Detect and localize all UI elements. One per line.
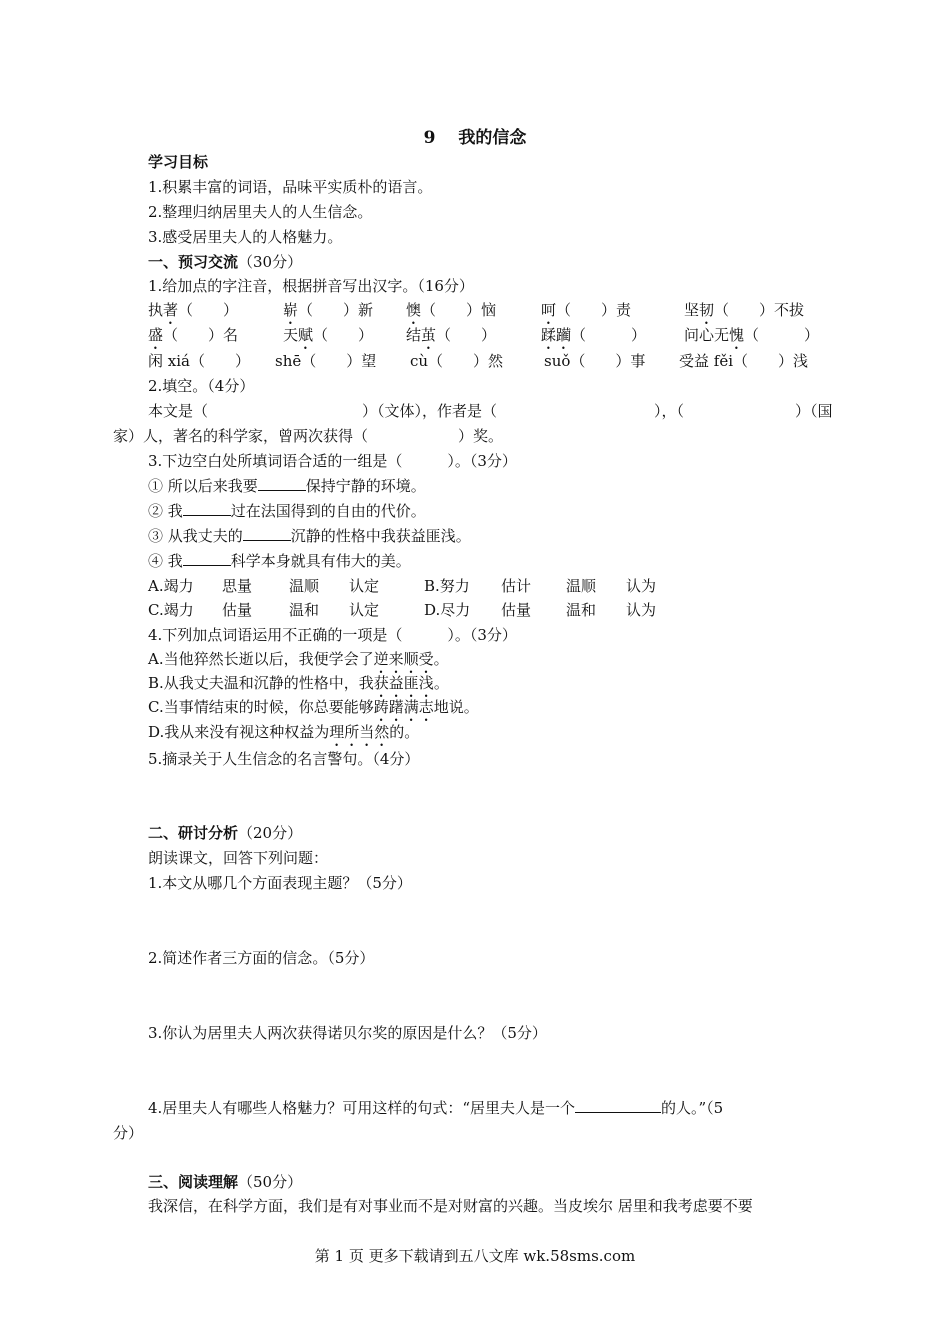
s3-paragraph: 我深信，在科学方面，我们是有对事业而不是对财富的兴趣。当皮埃尔 居里和我考虑要不要: [148, 1197, 753, 1215]
pinyin-item: 闲 xiá（ ）: [148, 352, 250, 370]
fill-blank: ），（: [654, 402, 685, 420]
objective-1: 1.积累丰富的词语，品味平实质朴的语言。: [148, 178, 433, 196]
pinyin-item: 懊（ ）恼: [406, 301, 497, 319]
option-word: 认定: [349, 601, 380, 619]
pinyin-item: suǒ（ ）事: [544, 352, 646, 370]
option-word: D.尽力: [424, 601, 471, 619]
pinyin-item: 天赋（ ）: [283, 326, 374, 344]
option-word: 温顺: [566, 577, 597, 595]
sentence: ② 我 过在法国得到的自由的代价。: [148, 502, 426, 520]
fill-blank: 本文是（: [148, 402, 209, 420]
option-line: B.从我丈夫温和沉静的性格中，我获益匪浅。: [148, 674, 449, 692]
objectives-heading: 学习目标: [148, 153, 209, 171]
page-footer: 第 1 页 更多下载请到五八文库 wk.58sms.com: [314, 1247, 636, 1265]
section-1-heading: 一、预习交流（30分）: [148, 253, 303, 271]
s1-q4-text: 4.下列加点词语运用不正确的一项是（ ）。（3分）: [148, 626, 517, 644]
objective-3: 3.感受居里夫人的人格魅力。: [148, 228, 343, 246]
objective-2: 2.整理归纳居里夫人的人生信念。: [148, 203, 373, 221]
option-word: 温顺: [289, 577, 320, 595]
s1-q3-text: 3.下边空白处所填词语合适的一组是（ ）。（3分）: [148, 452, 517, 470]
sentence: ④ 我 科学本身就具有伟大的美。: [148, 552, 411, 570]
option-word: 估计: [501, 577, 532, 595]
pinyin-item: 崭（ ）新: [283, 301, 374, 319]
sentence: ③ 从我丈夫的 沉静的性格中我获益匪浅。: [148, 527, 471, 545]
option-line: D.我从来没有视这种权益为理所当然的。: [148, 723, 420, 741]
pinyin-item: 盛（ ）名: [148, 326, 239, 344]
s1-q5-text: 5.摘录关于人生信念的名言警句。（4分）: [148, 750, 420, 768]
s2-q4-cont: 分）: [113, 1124, 144, 1142]
option-word: 思量: [222, 577, 253, 595]
fill-blank: ）（国: [795, 402, 833, 420]
fill-blank: ）（文体），作者是（: [362, 402, 498, 420]
section-3-heading: 三、阅读理解（50分）: [148, 1173, 303, 1191]
s2-q1: 1.本文从哪几个方面表现主题？（5分）: [148, 874, 412, 892]
option-line: A.当他猝然长逝以后，我便学会了逆来顺受。: [148, 650, 449, 668]
option-word: 估量: [222, 601, 253, 619]
option-line: C.当事情结束的时候，你总要能够踌躇满志地说。: [148, 698, 479, 716]
pinyin-item: 受益 fěi（ ）浅: [679, 352, 808, 370]
s1-q2-text: 2.填空。（4分）: [148, 377, 255, 395]
pinyin-item: 坚韧（ ）不拔: [684, 301, 805, 319]
fill-blank: 家）人，著名的科学家，曾两次获得（ ）奖。: [113, 427, 504, 445]
sentence: ① 所以后来我要 保持宁静的环境。: [148, 477, 426, 495]
option-word: 认定: [349, 577, 380, 595]
pinyin-item: 呵（ ）责: [541, 301, 632, 319]
s2-q4: 4.居里夫人有哪些人格魅力？可用这样的句式：“居里夫人是一个 的人。”（5: [148, 1099, 724, 1117]
option-word: 温和: [289, 601, 320, 619]
pinyin-item: cù（ ）然: [410, 352, 504, 370]
option-word: B.努力: [424, 577, 470, 595]
option-word: 温和: [566, 601, 597, 619]
pinyin-item: 蹂躏（ ）: [541, 326, 647, 344]
option-word: A.竭力: [148, 577, 194, 595]
s2-intro: 朗读课文，回答下列问题：: [148, 849, 329, 867]
s1-q1-text: 1.给加点的字注音，根据拼音写出汉字。（16分）: [148, 277, 474, 295]
s2-q2: 2.简述作者三方面的信念。（5分）: [148, 949, 375, 967]
pinyin-item: 结茧（ ）: [406, 326, 497, 344]
option-word: 认为: [626, 601, 657, 619]
option-word: 估量: [501, 601, 532, 619]
page-title: 9 我的信念: [423, 128, 527, 148]
section-2-heading: 二、研讨分析（20分）: [148, 824, 303, 842]
pinyin-item: shē（ ）望: [275, 352, 377, 370]
s2-q3: 3.你认为居里夫人两次获得诺贝尔奖的原因是什么？（5分）: [148, 1024, 547, 1042]
pinyin-item: 问心无愧（ ）: [684, 326, 820, 344]
option-word: 认为: [626, 577, 657, 595]
pinyin-item: 执著（ ）: [148, 301, 239, 319]
option-word: C.竭力: [148, 601, 194, 619]
